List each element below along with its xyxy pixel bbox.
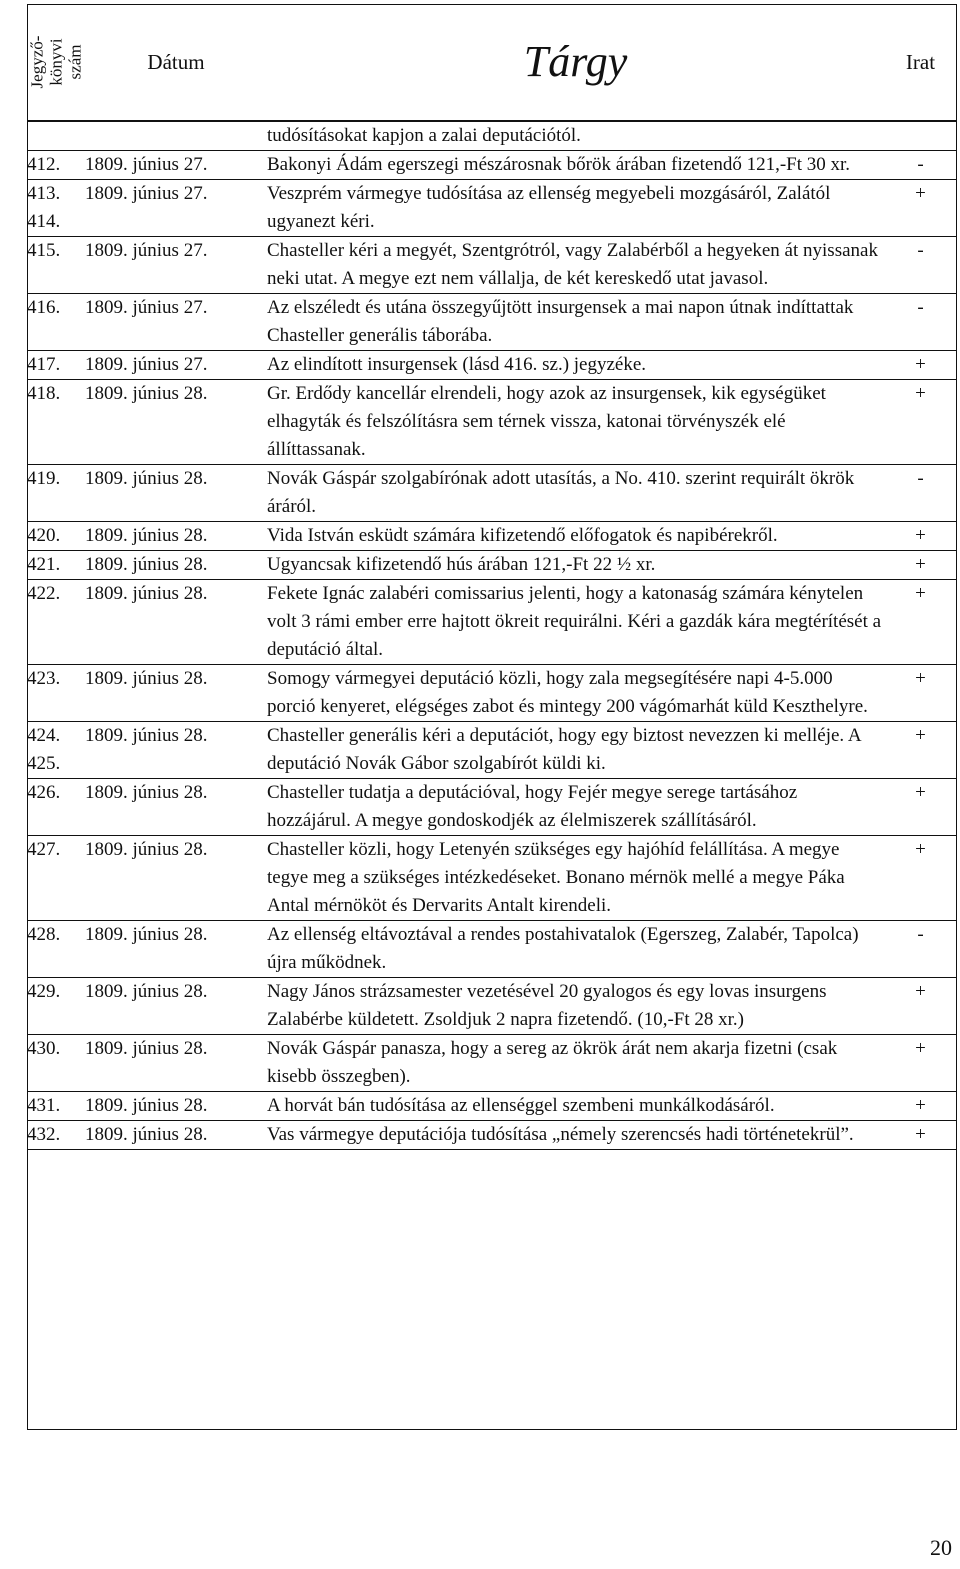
row-date: 1809. június 28.: [85, 782, 208, 803]
row-subject: A horvát bán tudósítása az ellenséggel szembeni munkálkodásáról.: [267, 1095, 775, 1116]
row-number-value: 412.: [27, 154, 61, 175]
table-row: [27, 779, 957, 836]
row-subject: Chasteller közli, hogy Letenyén szükséges egy hajóhíd felállítása. A megye tegye meg a szükséges intézkedéseket. Bonano mérnök mellé a megye Páka Antal mérnököt és Dervarits Antalt kirendeli.: [267, 839, 845, 916]
continuation-row: [27, 121, 957, 151]
row-number-value: 422.: [27, 583, 61, 604]
table-row: [27, 1121, 957, 1150]
table-row: [27, 351, 957, 380]
row-date: 1809. június 28.: [85, 525, 208, 546]
row-number: [27, 836, 85, 921]
row-subject: Vida István esküdt számára kifizetendő előfogatok és napibérekről.: [267, 525, 778, 546]
row-number-value: 427.: [27, 839, 61, 860]
row-number-value: 432.: [27, 1124, 61, 1145]
row-document-mark: +: [915, 981, 926, 1002]
row-number: [27, 180, 85, 237]
row-number-value: 418.: [27, 383, 61, 404]
row-date: 1809. június 28.: [85, 554, 208, 575]
row-number: [27, 522, 85, 551]
row-number-value: 431.: [27, 1095, 61, 1116]
header-date: Dátum: [85, 4, 267, 121]
row-document-mark: +: [915, 725, 926, 746]
row-subject: Bakonyi Ádám egerszegi mészárosnak bőrök árában fizetendő 121,-Ft 30 xr.: [267, 154, 851, 175]
row-date: 1809. június 27.: [85, 240, 208, 261]
row-subject: Az elindított insurgensek (lásd 416. sz.) jegyzéke.: [267, 354, 647, 375]
header-row: [27, 4, 957, 121]
row-document-mark: +: [915, 583, 926, 604]
row-date: 1809. június 28.: [85, 583, 208, 604]
row-number-value: 416.: [27, 297, 61, 318]
table-row: [27, 380, 957, 465]
row-document-mark: -: [917, 297, 924, 318]
row-date: 1809. június 27.: [85, 183, 208, 204]
page-number: 20: [930, 1535, 952, 1560]
row-document-mark: +: [915, 1038, 926, 1059]
row-number: [27, 380, 85, 465]
row-subject: Nagy János strázsamester vezetésével 20 gyalogos és egy lovas insurgens Zalabérbe küldetett. Zsoldjuk 2 napra fizetendő. (10,-Ft 28 xr.): [267, 981, 827, 1030]
row-subject: Novák Gáspár panasza, hogy a sereg az ökrök árát nem akarja fizetni (csak kisebb összegben).: [267, 1038, 838, 1087]
row-number: [27, 580, 85, 665]
row-document-mark: -: [917, 154, 924, 175]
table-row: [27, 151, 957, 180]
row-subject: Az ellenség eltávoztával a rendes postahivatalok (Egerszeg, Zalabér, Tapolca) újra működnek.: [267, 924, 859, 973]
row-document-mark: +: [915, 383, 926, 404]
row-number: [27, 779, 85, 836]
row-number: [27, 151, 85, 180]
row-number: [27, 237, 85, 294]
row-document-mark: -: [917, 468, 924, 489]
row-number-value: 429.: [27, 981, 61, 1002]
table-row: [27, 465, 957, 522]
row-subject: Ugyancsak kifizetendő hús árában 121,-Ft 22 ½ xr.: [267, 554, 656, 575]
register-table: [27, 4, 957, 1150]
row-date: 1809. június 28.: [85, 468, 208, 489]
row-date: 1809. június 27.: [85, 154, 208, 175]
row-number-value: 421.: [27, 554, 61, 575]
row-subject: Novák Gáspár szolgabírónak adott utasítás, a No. 410. szerint requirált ökrök áráról.: [267, 468, 855, 517]
row-subject: Gr. Erdődy kancellár elrendeli, hogy azok az insurgensek, kik egységüket elhagyták és felszólításra sem térnek vissza, katonai törvényszék elé állíttassanak.: [267, 383, 826, 460]
row-document-mark: +: [915, 525, 926, 546]
header-number: [27, 4, 85, 121]
row-number: [27, 978, 85, 1035]
row-subject: Az elszéledt és utána összegyűjtött insurgensek a mai napon útnak indíttattak Chasteller generális táborába.: [267, 297, 854, 346]
table-row: [27, 665, 957, 722]
row-document-mark: +: [915, 554, 926, 575]
continuation-text: tudósításokat kapjon a zalai deputációtól.: [267, 125, 581, 146]
row-document-mark: -: [917, 924, 924, 945]
header-number-label: Jegyző- könyvi szám: [27, 35, 85, 89]
table-row: [27, 551, 957, 580]
row-subject: Chasteller tudatja a deputációval, hogy Fejér megye serege tartásához hozzájárul. A megye gondoskodjék az élelmiszerek szállításáról.: [267, 782, 798, 831]
row-date: 1809. június 28.: [85, 924, 208, 945]
row-number-value: 414.: [27, 211, 61, 232]
row-number-value: 423.: [27, 668, 61, 689]
table-row: [27, 180, 957, 237]
row-date: 1809. június 28.: [85, 383, 208, 404]
row-date: 1809. június 28.: [85, 725, 208, 746]
row-document-mark: +: [915, 1124, 926, 1145]
row-date: 1809. június 28.: [85, 1124, 208, 1145]
row-number-value: 419.: [27, 468, 61, 489]
row-document-mark: +: [915, 354, 926, 375]
header-subject: Tárgy: [267, 4, 884, 121]
row-date: 1809. június 28.: [85, 668, 208, 689]
row-number: [27, 551, 85, 580]
table-row: [27, 722, 957, 779]
row-date: 1809. június 27.: [85, 354, 208, 375]
row-document-mark: +: [915, 183, 926, 204]
row-number-value: 428.: [27, 924, 61, 945]
table-row: [27, 237, 957, 294]
row-number: [27, 722, 85, 779]
row-date: 1809. június 28.: [85, 839, 208, 860]
row-document-mark: -: [917, 240, 924, 261]
row-date: 1809. június 28.: [85, 1095, 208, 1116]
row-number: [27, 294, 85, 351]
row-number-value: 425.: [27, 753, 61, 774]
row-document-mark: +: [915, 668, 926, 689]
row-subject: Fekete Ignác zalabéri comissarius jelenti, hogy a katonaság számára kénytelen volt 3 rámi ember erre hajtott ökreit requirálni. Kéri a gazdák kára megtérítését a deputáció által.: [267, 583, 882, 660]
row-number: [27, 1035, 85, 1092]
row-date: 1809. június 28.: [85, 1038, 208, 1059]
table-row: [27, 836, 957, 921]
row-number-value: 426.: [27, 782, 61, 803]
row-document-mark: +: [915, 782, 926, 803]
row-number: [27, 1092, 85, 1121]
row-number: [27, 465, 85, 522]
row-number-value: 424.: [27, 725, 61, 746]
header-document: Irat: [884, 4, 957, 121]
row-date: 1809. június 28.: [85, 981, 208, 1002]
row-number-value: 430.: [27, 1038, 61, 1059]
row-number-value: 420.: [27, 525, 61, 546]
table-row: [27, 978, 957, 1035]
table-row: [27, 1035, 957, 1092]
table-row: [27, 921, 957, 978]
row-subject: Chasteller generális kéri a deputációt, hogy egy biztost nevezzen ki melléje. A deputáció Novák Gábor szolgabírót küldi ki.: [267, 725, 861, 774]
row-subject: Vas vármegye deputációja tudósítása „némely szerencsés hadi történetekrül”.: [267, 1124, 854, 1145]
row-subject: Somogy vármegyei deputáció közli, hogy zala megsegítésére napi 4-5.000 porció kenyeret, elégséges zabot és mintegy 200 vágómarhát küld Keszthelyre.: [267, 668, 868, 717]
row-number: [27, 351, 85, 380]
row-subject: Veszprém vármegye tudósítása az ellenség megyebeli mozgásáról, Zalától ugyanezt kéri.: [267, 183, 831, 232]
row-number-value: 417.: [27, 354, 61, 375]
table-row: [27, 1092, 957, 1121]
row-number: [27, 921, 85, 978]
row-number-value: 413.: [27, 183, 61, 204]
row-number: [27, 665, 85, 722]
row-subject: Chasteller kéri a megyét, Szentgrótról, vagy Zalabérből a hegyeken át nyissanak neki utat. A megye ezt nem vállalja, de két kereskedő utat javasol.: [267, 240, 878, 289]
row-number-value: 415.: [27, 240, 61, 261]
row-date: 1809. június 27.: [85, 297, 208, 318]
row-document-mark: +: [915, 839, 926, 860]
row-number: [27, 1121, 85, 1150]
table-row: [27, 522, 957, 551]
table-row: [27, 580, 957, 665]
row-document-mark: +: [915, 1095, 926, 1116]
table-row: [27, 294, 957, 351]
